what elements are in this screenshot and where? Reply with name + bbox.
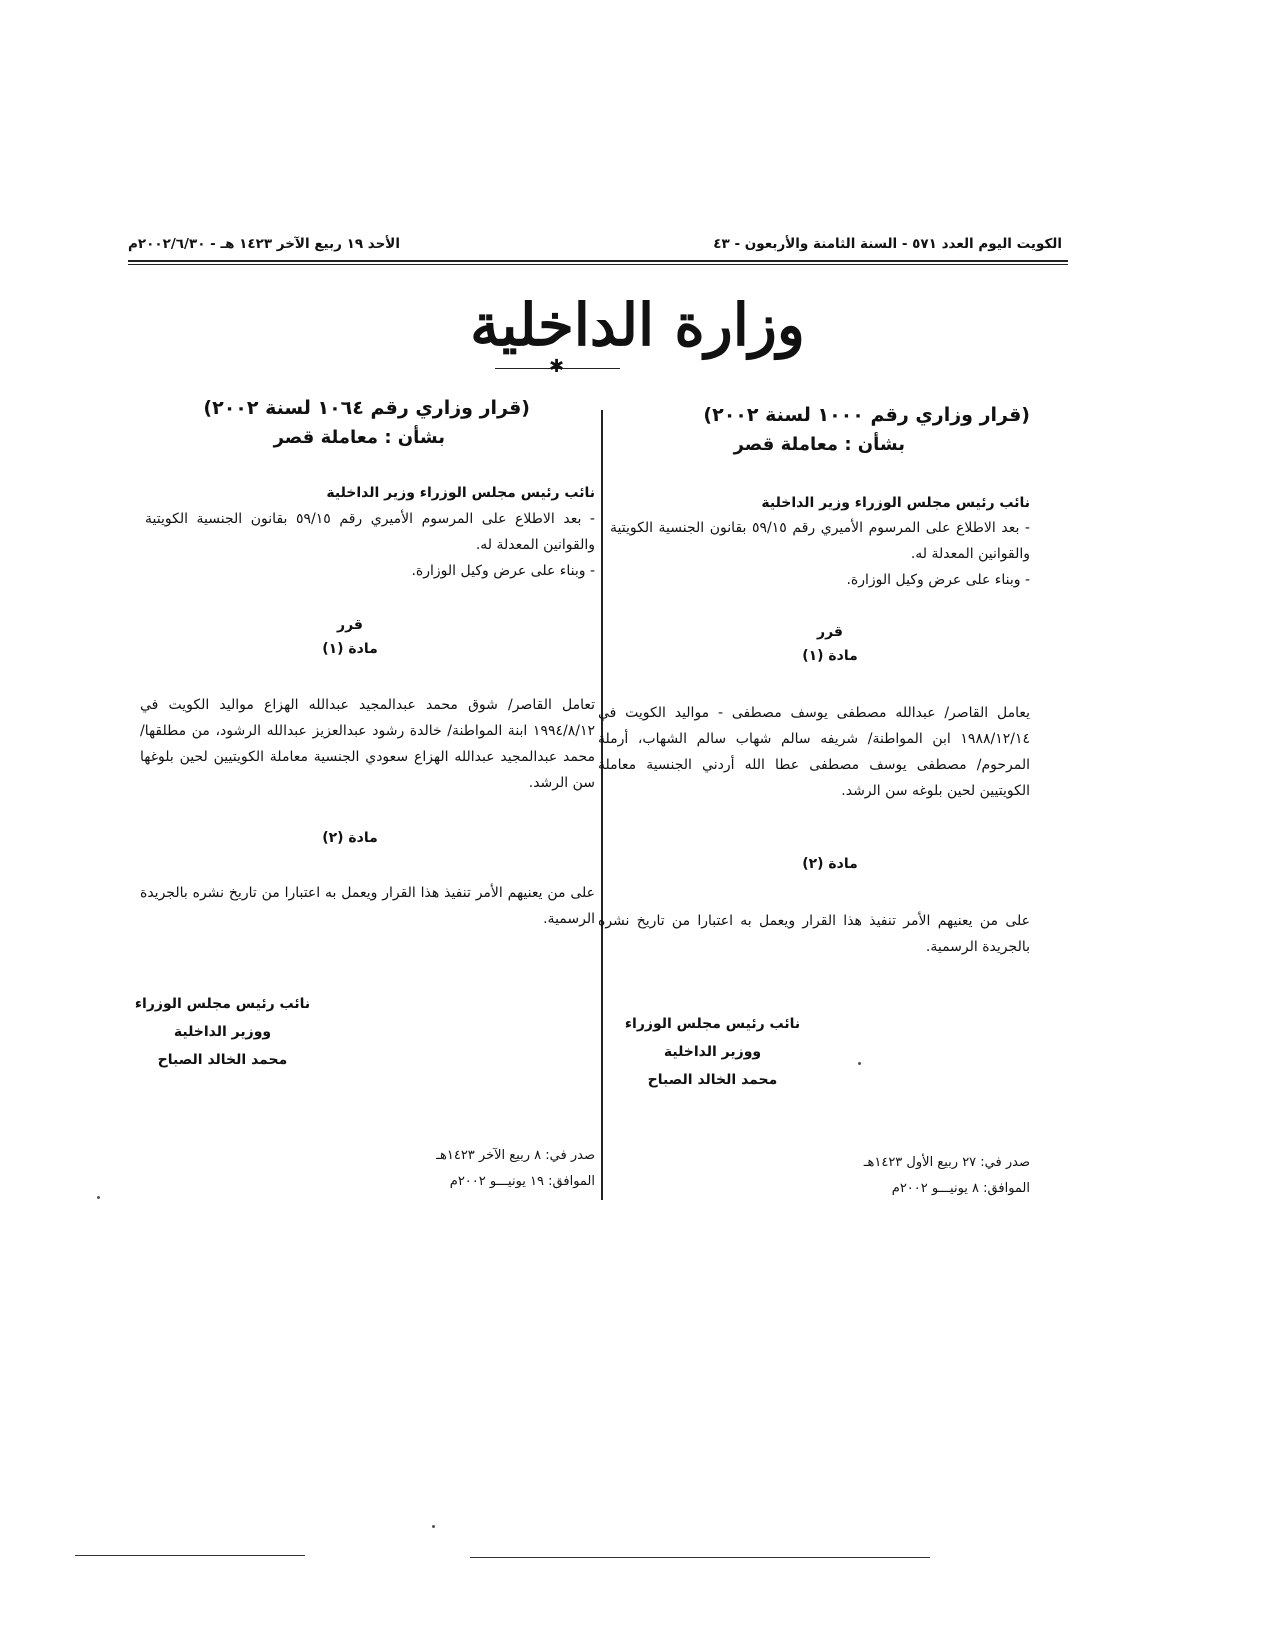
column-divider: [601, 410, 603, 1200]
left-decided-wrap: [310, 613, 390, 661]
scan-speck: [97, 1196, 100, 1199]
issued-hijri-date: صدر في: ٨ ربيع الآخر ١٤٢٣هـ: [436, 1148, 595, 1163]
signature-name: محمد الخالد الصباح: [157, 1052, 288, 1068]
right-article-1: [598, 700, 1030, 804]
gazette-issue-info: الكويت اليوم العدد ٥٧١ - السنة الثامنة والأربعون - ٤٣: [713, 236, 1062, 252]
issued-gregorian-date: الموافق: ٨ يونيـــو ٢٠٠٢م: [891, 1181, 1030, 1196]
right-decided-wrap: [790, 620, 870, 668]
signature-title: نائب رئيس مجلس الوزراء: [134, 996, 311, 1012]
right-decision-title: [703, 400, 1030, 430]
footer-rule-right: [470, 1557, 930, 1558]
left-article-1: [140, 692, 595, 796]
right-decision-subject-wrap: [734, 430, 905, 460]
footer-rule-left: [75, 1555, 305, 1556]
decision-authority: نائب رئيس مجلس الوزراء وزير الداخلية: [326, 485, 595, 501]
left-signature-block: [120, 990, 325, 1074]
preamble-clause-2: - وبناء على عرض وكيل الوزارة.: [846, 572, 1030, 588]
decision-authority: نائب رئيس مجلس الوزراء وزير الداخلية: [761, 495, 1030, 511]
right-issued-block: [864, 1150, 1030, 1202]
decided-heading: قرر: [337, 617, 363, 633]
article-1-text: تعامل القاصر/ شوق محمد عبدالمجيد عبدالله الهزاع مواليد الكويت في ١٩٩٤/٨/١٢ ابنة المواطنة/ خالدة رشود عبدالعزيز عبدالله الرشود، من مطلقها/ محمد عبدالمجيد عبدالله الهزاع سعودي الجنسية معاملة الكويتيين لحين بلوغها سن الرشد.: [140, 697, 595, 791]
signature-ministry: ووزير الداخلية: [173, 1024, 272, 1040]
article-2-label: مادة (٢): [322, 830, 378, 846]
left-decision-title: [203, 393, 530, 423]
gazette-date-info: الأحد ١٩ ربيع الآخر ١٤٢٣ هـ - ٢٠٠٢/٦/٣٠م: [128, 236, 400, 252]
article-2-text: على من يعنيهم الأمر تنفيذ هذا القرار ويعمل به اعتبارا من تاريخ نشره بالجريدة الرسمية.: [140, 885, 595, 927]
scan-speck: [432, 1525, 435, 1528]
preamble-clause-1: - بعد الاطلاع على المرسوم الأميري رقم ٥٩/١٥ بقانون الجنسية الكويتية والقوانين المعدلة له.: [610, 520, 1030, 562]
decided-heading: قرر: [817, 624, 843, 640]
scan-speck: [858, 1062, 861, 1065]
right-article-2: [598, 908, 1030, 960]
article-1-text: يعامل القاصر/ عبدالله مصطفى يوسف مصطفى - مواليد الكويت في ١٩٨٨/١٢/١٤ ابن المواطنة/ شريفه سالم شهاب سالم الشهاب، أرملة المرحوم/ مصطفى يوسف مصطفى عطا الله أردني الجنسية معاملة الكويتيين لحين بلوغه سن الرشد.: [598, 705, 1030, 799]
left-article-2-label-wrap: [310, 826, 390, 850]
header-rule-thick: [128, 260, 1068, 262]
right-signature-block: [610, 1010, 815, 1094]
decision-title: (قرار وزاري رقم ١٠٠٠ لسنة ٢٠٠٢): [703, 404, 1030, 426]
decision-subject: بشأن : معاملة قصر: [733, 434, 905, 455]
signature-name: محمد الخالد الصباح: [647, 1072, 778, 1088]
issued-hijri-date: صدر في: ٢٧ ربيع الأول ١٤٢٣هـ: [863, 1155, 1030, 1170]
article-2-label: مادة (٢): [802, 856, 858, 872]
ornament-star-icon: ✱: [549, 356, 565, 377]
preamble-clause-2: - وبناء على عرض وكيل الوزارة.: [411, 563, 595, 579]
right-authority-wrap: [610, 490, 1030, 516]
article-1-label: مادة (١): [322, 641, 378, 657]
issued-gregorian-date: الموافق: ١٩ يونيـــو ٢٠٠٢م: [449, 1174, 595, 1189]
left-preamble: [145, 506, 595, 584]
signature-title: نائب رئيس مجلس الوزراء: [624, 1016, 801, 1032]
left-decision-subject-wrap: [274, 423, 445, 453]
left-authority-wrap: [155, 480, 595, 506]
preamble-clause-1: - بعد الاطلاع على المرسوم الأميري رقم ٥٩/١٥ بقانون الجنسية الكويتية والقوانين المعدلة له.: [145, 511, 595, 553]
decision-title: (قرار وزاري رقم ١٠٦٤ لسنة ٢٠٠٢): [203, 397, 530, 419]
header-rule-thin: [128, 264, 1068, 265]
left-issued-block: [436, 1143, 595, 1195]
article-1-label: مادة (١): [802, 648, 858, 664]
left-article-2: [140, 880, 595, 932]
decision-subject: بشأن : معاملة قصر: [273, 427, 445, 448]
article-2-text: على من يعنيهم الأمر تنفيذ هذا القرار ويعمل به اعتبارا من تاريخ نشره بالجريدة الرسمية.: [598, 913, 1030, 955]
signature-ministry: ووزير الداخلية: [663, 1044, 762, 1060]
right-article-2-label-wrap: [790, 852, 870, 876]
ministry-title: وزارة الداخلية: [470, 291, 805, 359]
right-preamble: [610, 515, 1030, 593]
